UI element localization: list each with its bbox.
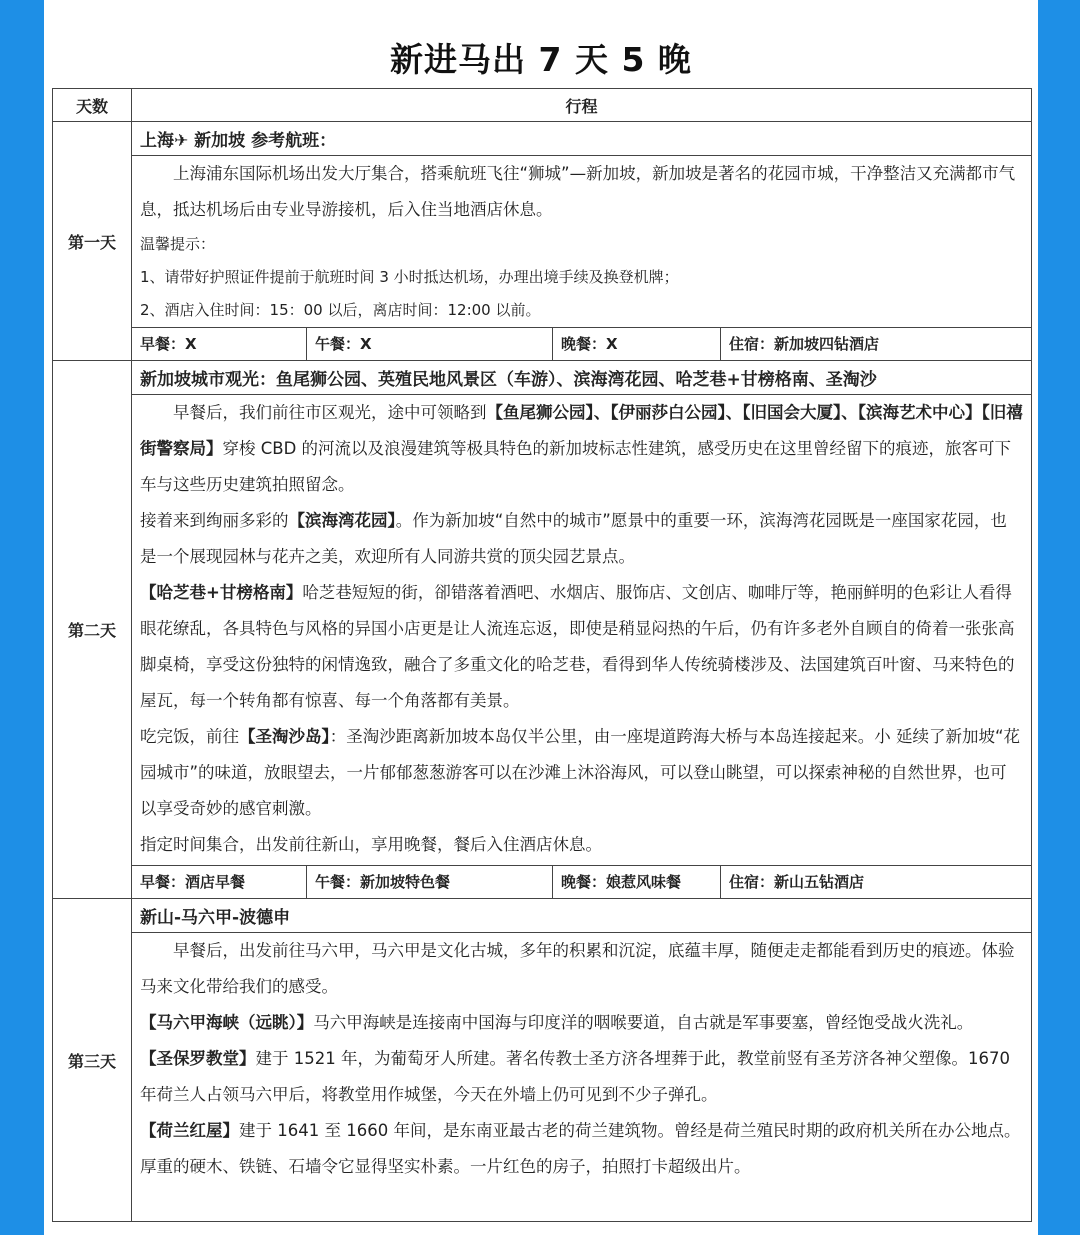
- day3-p2-text1: 马六甲海峡是连接南中国海与印度洋的咽喉要道，自古就是军事要塞，曾经饱受战火洗礼。: [313, 1013, 974, 1032]
- day1-meals-row: [53, 328, 1032, 361]
- day2-breakfast: 早餐：酒店早餐: [132, 866, 307, 898]
- day2-p2-text1: 接着来到绚丽多彩的: [140, 511, 289, 530]
- header-itinerary: 行程: [132, 89, 1032, 122]
- day2-p4-highlight: 【圣淘沙岛】: [239, 727, 330, 746]
- day3-paragraph-3: [140, 1041, 1023, 1113]
- day2-route-row: [53, 361, 1032, 395]
- day2-p2-highlight: 【滨海湾花园】: [288, 511, 396, 530]
- day3-label: 第三天: [53, 899, 132, 1222]
- day2-paragraph-3: [140, 575, 1023, 719]
- table-header-row: [53, 89, 1032, 122]
- day1-breakfast: 早餐：X: [132, 328, 307, 360]
- day3-p3-text1: 建于 1521 年，为葡萄牙人所建。著名传教士圣方济各埋葬于此，教堂前竖有圣芳济各神父塑像。1670 年荷兰人占领马六甲后，将教堂用作城堡，今天在外墙上仍可见到不少子弹孔。: [140, 1049, 1010, 1104]
- day1-tip-1: 1、请带好护照证件提前于航班时间 3 小时抵达机场，办理出境手续及换登机牌；: [140, 268, 679, 286]
- day1-tip-2: 2、酒店入住时间：15：00 以后，离店时间：12:00 以前。: [140, 301, 541, 319]
- header-day: 天数: [53, 89, 132, 122]
- day1-tips-title: 温馨提示：: [140, 235, 216, 253]
- day2-meals: [132, 866, 1032, 899]
- day2-content: [132, 395, 1032, 866]
- day2-hotel: 住宿：新山五钻酒店: [729, 873, 865, 891]
- day2-paragraph-2: [140, 503, 1023, 575]
- day3-p4-text1: 建于 1641 至 1660 年间，是东南亚最古老的荷兰建筑物。曾经是荷兰殖民时期的政府机关所在办公地点。厚重的硬木、铁链、石墙令它显得坚实朴素。一片红色的房子，拍照打卡超级出片。: [140, 1121, 1021, 1176]
- day2-p2-text2: 。作为新加坡“自然中的城市”愿景中的重要一环，滨海湾花园既是一座国家花园，也是一个展现园林与花卉之美，欢迎所有人同游共赏的顶尖园艺景点。: [140, 511, 1007, 566]
- day3-route-row: [53, 899, 1032, 933]
- day2-p1-text2: 穿梭 CBD 的河流以及浪漫建筑等极具特色的新加坡标志性建筑，感受历史在这里曾经留下的痕迹，旅客可下车与这些历史建筑拍照留念。: [140, 439, 1012, 494]
- day2-p1-text1: 早餐后，我们前往市区观光，途中可领略到: [173, 403, 487, 422]
- day2-label: 第二天: [53, 361, 132, 899]
- day3-paragraph-4: [140, 1113, 1023, 1185]
- day3-p3-highlight: 【圣保罗教堂】: [140, 1049, 256, 1068]
- day1-paragraph: 上海浦东国际机场出发大厅集合，搭乘航班飞往“狮城”—新加坡，新加坡是著名的花园市城，干净整洁又充满都市气息，抵达机场后由专业导游接机，后入住当地酒店休息。: [140, 164, 1016, 219]
- day2-p4-text1: 吃完饭，前往: [140, 727, 239, 746]
- day3-route: 新山-马六甲-波德申: [132, 899, 1032, 933]
- day2-dinner: 晚餐：娘惹风味餐: [553, 866, 721, 898]
- day1-meals: [132, 328, 1032, 361]
- itinerary-page: [44, 0, 1038, 1235]
- day2-lunch: 午餐：新加坡特色餐: [307, 866, 553, 898]
- day3-p2-highlight: 【马六甲海峡（远眺）】: [140, 1013, 314, 1032]
- day2-p3-text1: 哈芝巷短短的街，卻错落着酒吧、水烟店、服饰店、文创店、咖啡厅等，艳丽鲜明的色彩让人看得眼花缭乱，各具特色与风格的异国小店更是让人流连忘返，即使是稍显闷热的午后，仍有许多老外自顾自的倚着一张张高脚桌椅，享受这份独特的闲情逸致，融合了多重文化的哈芝巷，看得到华人传统骑楼涉及、法国建筑百叶窗、马来特色的屋瓦，每一个转角都有惊喜、每一个角落都有美景。: [140, 583, 1015, 710]
- day3-paragraph-1: 早餐后，出发前往马六甲，马六甲是文化古城，多年的积累和沉淀，底蕴丰厚，随便走走都能看到历史的痕迹。体验马来文化带给我们的感受。: [140, 941, 1015, 996]
- day1-route-row: [53, 122, 1032, 156]
- day1-content: [132, 156, 1032, 328]
- day2-paragraph-5: 指定时间集合，出发前往新山，享用晚餐，餐后入住酒店休息。: [140, 835, 602, 854]
- day3-p4-highlight: 【荷兰红屋】: [140, 1121, 239, 1140]
- itinerary-table: [52, 88, 1032, 1222]
- day3-content-row: [53, 933, 1032, 1222]
- day2-p3-highlight: 【哈芝巷+甘榜格南】: [140, 583, 303, 602]
- day2-paragraph-4: [140, 719, 1023, 827]
- day1-lunch: 午餐：X: [307, 328, 553, 360]
- day3-content: [132, 933, 1032, 1222]
- day3-paragraph-2: [140, 1005, 1023, 1041]
- day1-hotel: 住宿：新加坡四钻酒店: [729, 335, 880, 353]
- day2-route: 新加坡城市观光：鱼尾狮公园、英殖民地风景区（车游）、滨海湾花园、哈芝巷+甘榜格南、圣淘沙: [132, 361, 1032, 395]
- day2-meals-row: [53, 866, 1032, 899]
- day2-content-row: [53, 395, 1032, 866]
- day1-content-row: [53, 156, 1032, 328]
- day2-paragraph-1: [140, 395, 1023, 503]
- day2-p1-highlight: 【鱼尾狮公园】、【伊丽莎白公园】、【旧国会大厦】、【滨海艺术中心】【旧禧街警察局】: [140, 403, 1023, 458]
- day1-label: 第一天: [53, 122, 132, 361]
- day1-route: 上海✈ 新加坡 参考航班：: [132, 122, 1032, 156]
- day2-p4-text2: ：圣淘沙距离新加坡本岛仅半公里，由一座堤道跨海大桥与本岛连接起来。小 延续了新加坡“花园城市”的味道，放眼望去，一片郁郁葱葱游客可以在沙滩上沐浴海风，可以登山眺望，可以探索神秘的自然世界，也可以享受奇妙的感官刺激。: [140, 727, 1021, 818]
- day1-dinner: 晚餐：X: [553, 328, 721, 360]
- page-title: 新进马出 7 天 5 晚: [390, 40, 692, 79]
